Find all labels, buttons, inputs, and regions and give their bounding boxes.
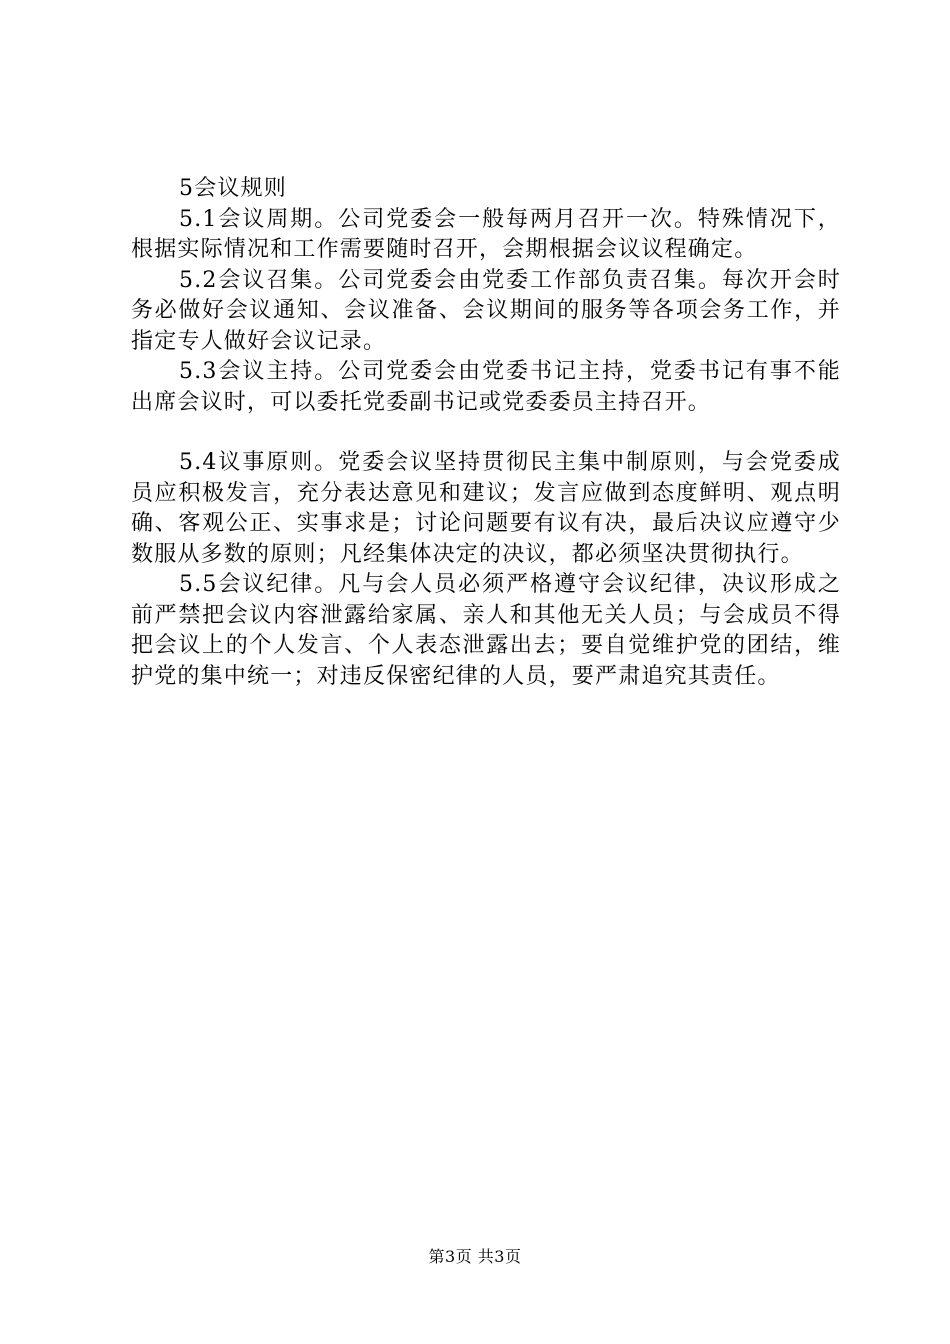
paragraph-5-5: 5.5会议纪律。凡与会人员必须严格遵守会议纪律，决议形成之前严禁把会议内容泄露给家属、亲人和其他无关人员；与会成员不得把会议上的个人发言、个人表态泄露出去；要自觉维护党的团结，维护党的集中统一；对违反保密纪律的人员，要严肃追究其责任。 xyxy=(131,572,841,689)
section-heading: 5会议规则 xyxy=(179,176,287,201)
paragraph-5-3: 5.3会议主持。公司党委会由党委书记主持，党委书记有事不能出席会议时，可以委托党委副书记或党委委员主持召开。 xyxy=(131,359,841,415)
document-body xyxy=(131,174,841,692)
page-footer xyxy=(0,1244,950,1267)
page-number-indicator: 第3页 共3页 xyxy=(428,1247,522,1266)
paragraph-spacer xyxy=(131,418,841,448)
paragraph-5-4: 5.4议事原则。党委会议坚持贯彻民主集中制原则，与会党委成员应积极发言，充分表达意见和建议；发言应做到态度鲜明、观点明确、客观公正、实事求是；讨论问题要有议有决，最后决议应遵守少数服从多数的原则；凡经集体决定的决议，都必须坚决贯彻执行。 xyxy=(131,450,841,567)
paragraph-5-2: 5.2会议召集。公司党委会由党委工作部负责召集。每次开会时务必做好会议通知、会议准备、会议期间的服务等各项会务工作，并指定专人做好会议记录。 xyxy=(131,267,841,354)
paragraph-5-1: 5.1会议周期。公司党委会一般每两月召开一次。特殊情况下，根据实际情况和工作需要随时召开，会期根据会议议程确定。 xyxy=(131,206,841,262)
